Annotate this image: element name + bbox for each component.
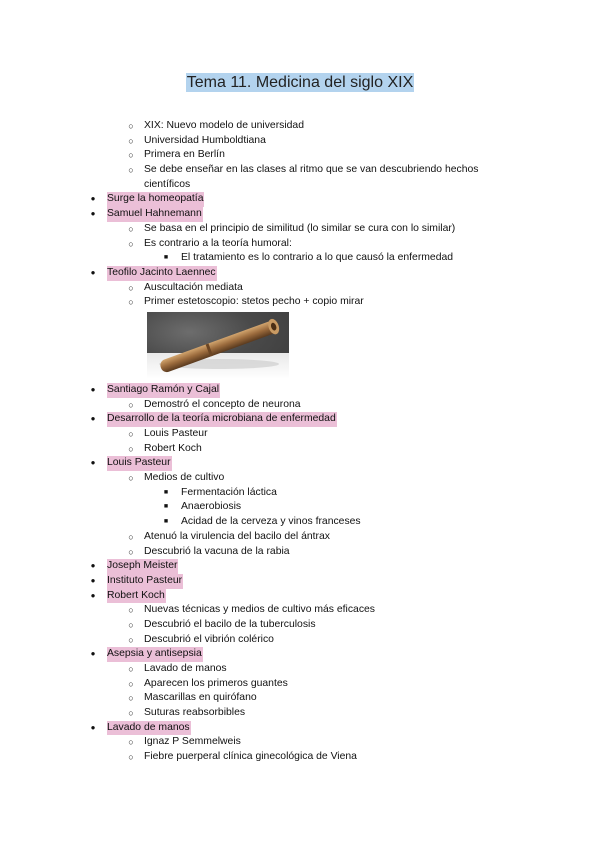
stethoscope-photo-icon [147,312,289,379]
list-item: ○ Descubrió el vibrión colérico [0,633,600,648]
section-heading: ● Lavado de manos [0,721,600,736]
section-heading: ● Asepsia y antisepsia [0,647,600,662]
circle-bullet-icon: ○ [128,634,134,645]
list-item: ○ Se debe enseñar en las clases al ritmo que se van descubriendo hechos científicos [0,163,600,192]
square-bullet-icon: ■ [163,488,169,496]
list-item: ■ Fermentación láctica [0,486,600,501]
circle-bullet-icon: ○ [128,135,134,146]
circle-bullet-icon: ○ [128,546,134,557]
dot-bullet-icon: ● [90,414,96,424]
circle-bullet-icon: ○ [128,752,134,763]
document-body [0,119,600,765]
list-item: ○ Auscultación mediata [0,281,600,296]
circle-bullet-icon: ○ [128,297,134,308]
list-item: ○ Descubrió el bacilo de la tuberculosis [0,618,600,633]
circle-bullet-icon: ○ [128,678,134,689]
circle-bullet-icon: ○ [128,165,134,176]
list-item: ○ Atenuó la virulencia del bacilo del ántrax [0,530,600,545]
section-heading: ● Robert Koch [0,589,600,604]
list-item: ○ Ignaz P Semmelweis [0,735,600,750]
circle-bullet-icon: ○ [128,150,134,161]
list-item: ○ Aparecen los primeros guantes [0,677,600,692]
image-row [0,310,600,383]
list-item: ■ El tratamiento es lo contrario a lo que causó la enfermedad [0,251,600,266]
circle-bullet-icon: ○ [128,531,134,542]
square-bullet-icon: ■ [163,518,169,526]
circle-bullet-icon: ○ [128,238,134,249]
list-item: ○ Mascarillas en quirófano [0,691,600,706]
circle-bullet-icon: ○ [128,605,134,616]
list-item: ○ XIX: Nuevo modelo de universidad [0,119,600,134]
square-bullet-icon: ■ [163,503,169,511]
circle-bullet-icon: ○ [128,429,134,440]
list-item: ○ Universidad Humboldtiana [0,134,600,149]
list-item: ○ Es contrario a la teoría humoral: [0,237,600,252]
page-title: Tema 11. Medicina del siglo XIX [186,74,414,91]
list-item: ■ Acidad de la cerveza y vinos franceses [0,515,600,530]
list-item: ○ Suturas reabsorbibles [0,706,600,721]
circle-bullet-icon: ○ [128,664,134,675]
dot-bullet-icon: ● [90,561,96,571]
dot-bullet-icon: ● [90,590,96,600]
list-item: ○ Primer estetoscopio: stetos pecho + copio mirar [0,295,600,310]
circle-bullet-icon: ○ [128,443,134,454]
list-item: ○ Primera en Berlín [0,148,600,163]
dot-bullet-icon: ● [90,384,96,394]
title-wrap [0,73,600,92]
circle-bullet-icon: ○ [128,223,134,234]
section-heading: ● Samuel Hahnemann [0,207,600,222]
section-heading: ● Louis Pasteur [0,456,600,471]
dot-bullet-icon: ● [90,267,96,277]
circle-bullet-icon: ○ [128,619,134,630]
circle-bullet-icon: ○ [128,708,134,719]
circle-bullet-icon: ○ [128,473,134,484]
dot-bullet-icon: ● [90,194,96,204]
section-heading: ● Instituto Pasteur [0,574,600,589]
dot-bullet-icon: ● [90,209,96,219]
dot-bullet-icon: ● [90,649,96,659]
list-item: ○ Medios de cultivo [0,471,600,486]
list-item: ○ Robert Koch [0,442,600,457]
section-heading: ● Teofilo Jacinto Laennec [0,266,600,281]
list-item: ○ Louis Pasteur [0,427,600,442]
list-item: ○ Descubrió la vacuna de la rabia [0,545,600,560]
list-item: ○ Lavado de manos [0,662,600,677]
list-item: ■ Anaerobiosis [0,500,600,515]
dot-bullet-icon: ● [90,458,96,468]
section-heading: ● Joseph Meister [0,559,600,574]
dot-bullet-icon: ● [90,722,96,732]
circle-bullet-icon: ○ [128,121,134,131]
circle-bullet-icon: ○ [128,399,134,410]
list-item: ○ Se basa en el principio de similitud (lo similar se cura con lo similar) [0,222,600,237]
circle-bullet-icon: ○ [128,737,134,748]
list-item: ○ Fiebre puerperal clínica ginecológica de Viena [0,750,600,765]
dot-bullet-icon: ● [90,575,96,585]
square-bullet-icon: ■ [163,254,169,262]
section-heading: ● Santiago Ramón y Cajal [0,383,600,398]
circle-bullet-icon: ○ [128,693,134,704]
circle-bullet-icon: ○ [128,282,134,293]
list-item: ○ Nuevas técnicas y medios de cultivo más eficaces [0,603,600,618]
section-heading: ● Desarrollo de la teoría microbiana de enfermedad [0,412,600,427]
section-heading: ● Surge la homeopatía [0,192,600,207]
list-item: ○ Demostró el concepto de neurona [0,398,600,413]
